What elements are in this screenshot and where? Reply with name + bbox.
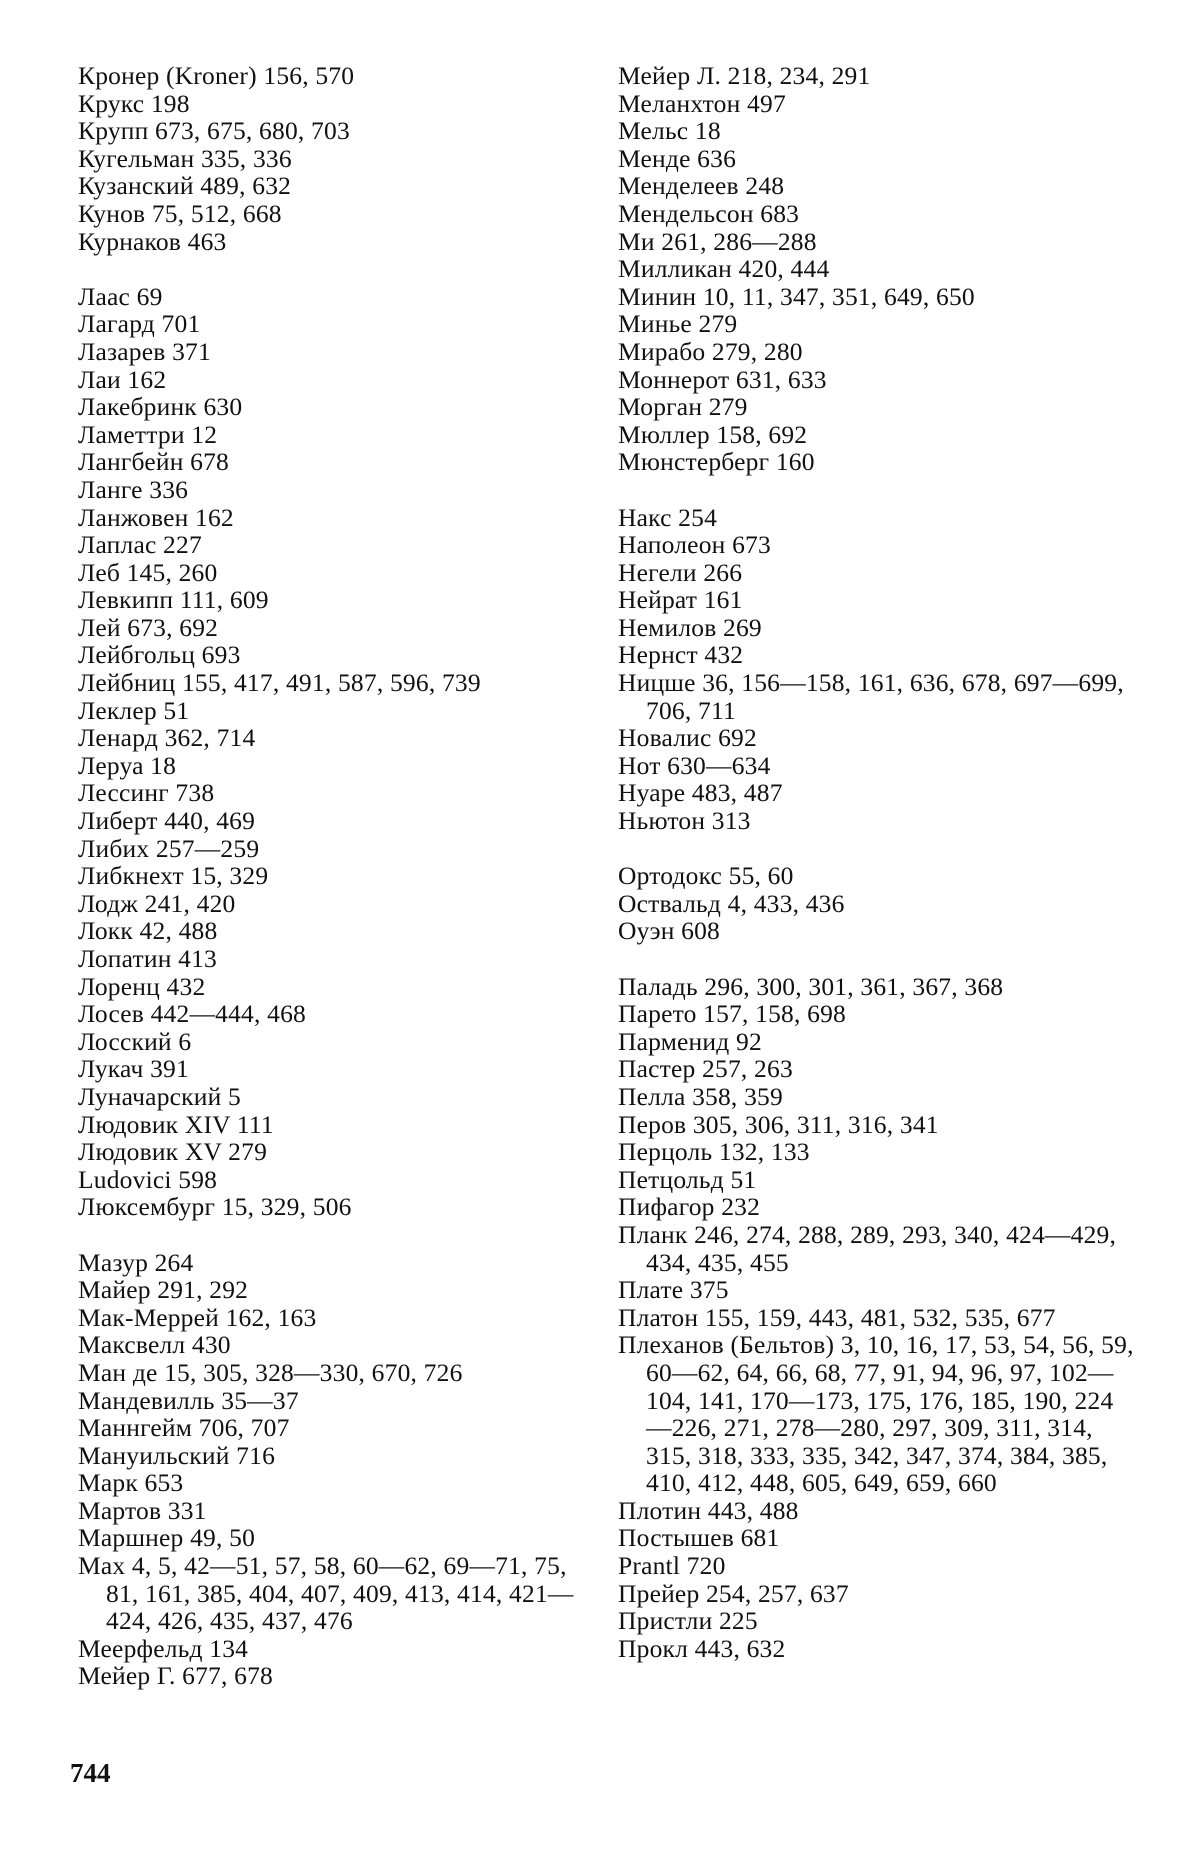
index-entry: Нуаре 483, 487: [618, 778, 783, 808]
index-entry: Перов 305, 306, 311, 316, 341: [618, 1109, 939, 1139]
index-entry: Лангбейн 678: [78, 447, 229, 477]
index-entry: Лагард 701: [78, 309, 201, 339]
index-entry: Крупп 673, 675, 680, 703: [78, 116, 350, 146]
index-entry: Луначарский 5: [78, 1081, 241, 1111]
index-entry: Кунов 75, 512, 668: [78, 198, 282, 228]
page-number: 744: [70, 1758, 111, 1788]
index-entry: Лосев 442—444, 468: [78, 999, 307, 1029]
index-entry: Мюнстерберг 160: [618, 447, 815, 477]
index-entry: Либерт 440, 469: [78, 806, 256, 836]
index-entry: Курнаков 463: [78, 226, 227, 256]
index-entry: Перцоль 132, 133: [618, 1137, 810, 1167]
index-entry: Менде 636: [618, 143, 737, 173]
index-entry: Парето 157, 158, 698: [618, 999, 846, 1029]
section-gap: [618, 945, 1138, 973]
index-entry: Мейер Л. 218, 234, 291: [618, 61, 871, 90]
index-entry: Prantl 720: [618, 1551, 726, 1581]
index-entry: Мюллер 158, 692: [618, 419, 808, 449]
index-entry: Ludovici 598: [78, 1164, 218, 1194]
index-entry: Мазур 264: [78, 1247, 194, 1277]
index-entry: Пелла 358, 359: [618, 1081, 783, 1111]
index-entry: Лейбниц 155, 417, 491, 587, 596, 739: [78, 668, 481, 698]
index-entry: Пифагор 232: [618, 1192, 761, 1222]
index-entry: Мандевилль 35—37: [78, 1385, 299, 1415]
index-entry: Ми 261, 286—288: [618, 226, 817, 256]
index-entry: Минин 10, 11, 347, 351, 649, 650: [618, 281, 975, 311]
index-entry: Плате 375: [618, 1275, 729, 1305]
index-entry: Пристли 225: [618, 1606, 758, 1636]
index-entry: Меерфельд 134: [78, 1633, 249, 1663]
index-entry: Маршнер 49, 50: [78, 1523, 256, 1553]
index-entry: Мах 4, 5, 42—51, 57, 58, 60—62, 69—71, 75, 81, 161, 385, 404, 407, 409, 413, 414, 421—424, 426, 435, 437, 476: [78, 1551, 574, 1636]
index-entry: Лукач 391: [78, 1054, 189, 1084]
index-entry: Маннгейм 706, 707: [78, 1413, 290, 1443]
index-entry: Мануильский 716: [78, 1440, 276, 1470]
index-entry: Леб 145, 260: [78, 557, 218, 587]
index-entry: Паладь 296, 300, 301, 361, 367, 368: [618, 971, 1004, 1001]
index-entry: Лаи 162: [78, 364, 167, 394]
index-entry: Немилов 269: [618, 612, 762, 642]
index-column-right: [618, 62, 1138, 1662]
index-entry: Марк 653: [78, 1468, 184, 1498]
index-entry: Леруа 18: [78, 750, 177, 780]
index-entry: Ортодокс 55, 60: [618, 861, 794, 891]
index-entry: Мендельсон 683: [618, 198, 800, 228]
index-entry: Локк 42, 488: [78, 916, 218, 946]
index-entry: Мейер Г. 677, 678: [78, 1661, 274, 1691]
index-entry: Мирабо 279, 280: [618, 336, 803, 366]
index-entry: Минье 279: [618, 309, 738, 339]
index-entry: Либкнехт 15, 329: [78, 861, 269, 891]
index-entry: Негели 266: [618, 557, 743, 587]
index-entry: Накс 254: [618, 502, 718, 532]
section-gap: [618, 835, 1138, 863]
index-entry: Пастер 257, 263: [618, 1054, 793, 1084]
index-entry: Мак-Меррей 162, 163: [78, 1302, 317, 1332]
index-entry: Лейбгольц 693: [78, 640, 241, 670]
index-entry: Лосский 6: [78, 1026, 192, 1056]
index-entry: Ленард 362, 714: [78, 723, 256, 753]
index-entry: Нейрат 161: [618, 585, 743, 615]
index-entry: Меланхтон 497: [618, 88, 786, 118]
section-gap: [618, 476, 1138, 504]
index-entry: Планк 246, 274, 288, 289, 293, 340, 424—429, 434, 435, 455: [618, 1219, 1117, 1277]
index-entry: Плотин 443, 488: [618, 1495, 799, 1525]
index-entry: Ланге 336: [78, 474, 189, 504]
section-gap: [78, 1221, 598, 1249]
index-entry: Либих 257—259: [78, 833, 260, 863]
index-entry: Нот 630—634: [618, 750, 771, 780]
index-entry: Оуэн 608: [618, 916, 720, 946]
index-entry: Постышев 681: [618, 1523, 780, 1553]
index-entry: Ницше 36, 156—158, 161, 636, 678, 697—699, 706, 711: [618, 668, 1124, 725]
index-entry: Левкипп 111, 609: [78, 585, 269, 615]
index-entry: Морган 279: [618, 392, 748, 422]
index-entry: Кугельман 335, 336: [78, 143, 292, 173]
index-entry: Лаплас 227: [78, 530, 202, 560]
index-entry: Лессинг 738: [78, 778, 215, 808]
index-entry: Майер 291, 292: [78, 1275, 249, 1305]
index-entry: Максвелл 430: [78, 1330, 231, 1360]
index-entry: Лазарев 371: [78, 336, 211, 366]
index-entry: Крукс 198: [78, 88, 190, 118]
index-entry: Лопатин 413: [78, 944, 217, 973]
index-entry: Парменид 92: [618, 1026, 762, 1056]
index-entry: Оствальд 4, 433, 436: [618, 888, 845, 918]
index-entry: Ньютон 313: [618, 806, 751, 836]
index-entry: Плеханов (Бельтов) 3, 10, 16, 17, 53, 54, 56, 59, 60—62, 64, 66, 68, 77, 91, 94, 96, 97, 102—104, 141, 170—173, 175, 176, 185, 190, 224—226, 271, 278—280, 297, 309, 311, 314, 315, 318, 333, 335, 342, 347, 374, 384, 385, 410, 412, 448, 605, 649, 659, 660: [618, 1330, 1134, 1498]
index-entry: Лоренц 432: [78, 971, 206, 1001]
index-entry: Людовик XV 279: [78, 1137, 268, 1167]
index-entry: Ланжовен 162: [78, 502, 234, 532]
index-entry: Нернст 432: [618, 640, 744, 670]
index-entry: Прейер 254, 257, 637: [618, 1578, 849, 1608]
index-entry: Лаас 69: [78, 281, 163, 311]
index-entry: Ман де 15, 305, 328—330, 670, 726: [78, 1357, 463, 1387]
index-entry: Кузанский 489, 632: [78, 171, 292, 201]
index-entry: Кронер (Kroner) 156, 570: [78, 61, 355, 90]
index-entry: Лакебринк 630: [78, 392, 243, 422]
index-entry: Мартов 331: [78, 1495, 207, 1525]
index-column-left: [78, 62, 598, 1690]
index-entry: Новалис 692: [618, 723, 757, 753]
index-entry: Менделеев 248: [618, 171, 785, 201]
index-entry: Людовик XIV 111: [78, 1109, 274, 1139]
index-entry: Леклер 51: [78, 695, 190, 725]
index-entry: Лей 673, 692: [78, 612, 219, 642]
index-entry: Милликан 420, 444: [618, 254, 830, 284]
index-entry: Платон 155, 159, 443, 481, 532, 535, 677: [618, 1302, 1056, 1332]
index-entry: Петцольд 51: [618, 1164, 757, 1194]
index-entry: Лодж 241, 420: [78, 888, 236, 918]
index-entry: Люксембург 15, 329, 506: [78, 1192, 352, 1222]
index-entry: Наполеон 673: [618, 530, 771, 560]
index-entry: Моннерот 631, 633: [618, 364, 827, 394]
section-gap: [78, 255, 598, 283]
index-entry: Ламеттри 12: [78, 419, 218, 449]
index-entry: Мельс 18: [618, 116, 721, 146]
index-entry: Прокл 443, 632: [618, 1633, 786, 1663]
